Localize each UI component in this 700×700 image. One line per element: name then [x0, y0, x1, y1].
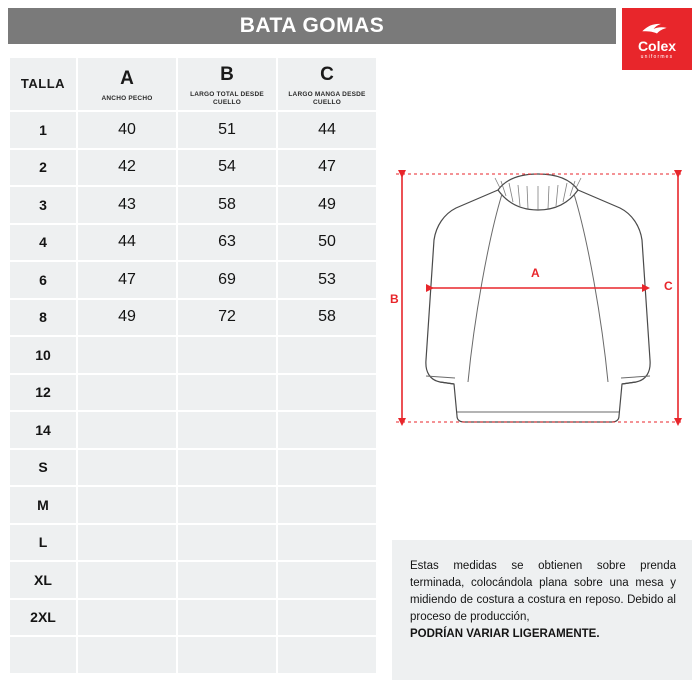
cell-talla: 8	[9, 299, 77, 337]
table-row	[9, 449, 377, 487]
table-header-b-desc: LARGO TOTAL DESDE CUELLO	[190, 90, 264, 106]
cell-b	[177, 449, 277, 487]
cell-c	[277, 411, 377, 449]
cell-a: 44	[77, 224, 177, 262]
table-header-talla-label: TALLA	[20, 76, 66, 91]
cell-b	[177, 411, 277, 449]
cell-a	[77, 524, 177, 562]
cell-a	[77, 636, 177, 674]
cell-talla: L	[9, 524, 77, 562]
table-header-talla	[9, 57, 77, 111]
brand-subtitle: uniformes	[640, 54, 674, 60]
table-header-row	[9, 57, 377, 111]
table-row	[9, 374, 377, 412]
cell-a	[77, 411, 177, 449]
cell-a: 49	[77, 299, 177, 337]
diagram-label-a: A	[531, 266, 540, 280]
cell-a: 40	[77, 111, 177, 149]
cell-c	[277, 524, 377, 562]
table-row	[9, 486, 377, 524]
table-header-a-letter: A	[120, 67, 134, 89]
cell-b: 72	[177, 299, 277, 337]
garment-diagram	[388, 150, 692, 450]
cell-talla: 2XL	[9, 599, 77, 637]
table-header-c-letter: C	[320, 63, 334, 85]
cell-a	[77, 486, 177, 524]
cell-a	[77, 599, 177, 637]
table-row	[9, 224, 377, 262]
note-paragraph: Estas medidas se obtienen sobre prenda terminada, colocándola plana sobre una mesa y midiendo de costura a costura en reposo. Debido al proceso de producción,	[410, 560, 676, 623]
cell-a	[77, 449, 177, 487]
note-box	[392, 540, 692, 680]
cell-a	[77, 374, 177, 412]
table-row	[9, 299, 377, 337]
cell-b	[177, 336, 277, 374]
cell-talla: 1	[9, 111, 77, 149]
table-header-a-desc: ANCHO PECHO	[101, 94, 153, 102]
table-row	[9, 411, 377, 449]
table-header-c-desc: LARGO MANGA DESDE CUELLO	[288, 90, 366, 106]
cell-talla: 12	[9, 374, 77, 412]
cell-c	[277, 336, 377, 374]
cell-talla: 2	[9, 149, 77, 187]
diagram-label-c: C	[664, 279, 673, 293]
cell-talla: S	[9, 449, 77, 487]
cell-c	[277, 636, 377, 674]
note-emphasis: PODRÍAN VARIAR LIGERAMENTE.	[410, 628, 600, 640]
cell-c: 58	[277, 299, 377, 337]
cell-b	[177, 636, 277, 674]
cell-c	[277, 561, 377, 599]
cell-c	[277, 486, 377, 524]
cell-b: 51	[177, 111, 277, 149]
table-row	[9, 524, 377, 562]
cell-talla: 6	[9, 261, 77, 299]
eagle-icon	[640, 20, 674, 38]
size-table-wrapper	[8, 56, 376, 675]
cell-talla: 14	[9, 411, 77, 449]
cell-a: 42	[77, 149, 177, 187]
garment-illustration	[388, 150, 692, 450]
cell-c	[277, 599, 377, 637]
cell-a	[77, 336, 177, 374]
cell-c	[277, 374, 377, 412]
cell-talla: XL	[9, 561, 77, 599]
table-row	[9, 186, 377, 224]
cell-b: 54	[177, 149, 277, 187]
page-title: BATA GOMAS	[239, 14, 385, 37]
cell-b: 63	[177, 224, 277, 262]
cell-a: 43	[77, 186, 177, 224]
cell-c: 44	[277, 111, 377, 149]
brand-logo	[622, 8, 692, 70]
table-header-c	[277, 57, 377, 111]
table-header-b-letter: B	[220, 63, 234, 85]
cell-talla: 4	[9, 224, 77, 262]
brand-name: Colex	[637, 38, 677, 54]
table-row	[9, 599, 377, 637]
cell-c: 49	[277, 186, 377, 224]
table-row	[9, 561, 377, 599]
table-header-b	[177, 57, 277, 111]
header-bar	[8, 8, 616, 44]
cell-c: 50	[277, 224, 377, 262]
cell-talla: 3	[9, 186, 77, 224]
table-header-a	[77, 57, 177, 111]
cell-talla: M	[9, 486, 77, 524]
cell-b	[177, 599, 277, 637]
cell-a	[77, 561, 177, 599]
cell-c: 47	[277, 149, 377, 187]
cell-c: 53	[277, 261, 377, 299]
table-row	[9, 636, 377, 674]
cell-talla	[9, 636, 77, 674]
cell-b	[177, 486, 277, 524]
table-row	[9, 111, 377, 149]
cell-c	[277, 449, 377, 487]
cell-b: 58	[177, 186, 277, 224]
cell-a: 47	[77, 261, 177, 299]
cell-b	[177, 374, 277, 412]
table-row	[9, 336, 377, 374]
diagram-label-b: B	[390, 292, 399, 306]
table-row	[9, 149, 377, 187]
cell-b	[177, 561, 277, 599]
cell-b	[177, 524, 277, 562]
table-row	[9, 261, 377, 299]
size-table	[8, 56, 378, 675]
cell-b: 69	[177, 261, 277, 299]
cell-talla: 10	[9, 336, 77, 374]
